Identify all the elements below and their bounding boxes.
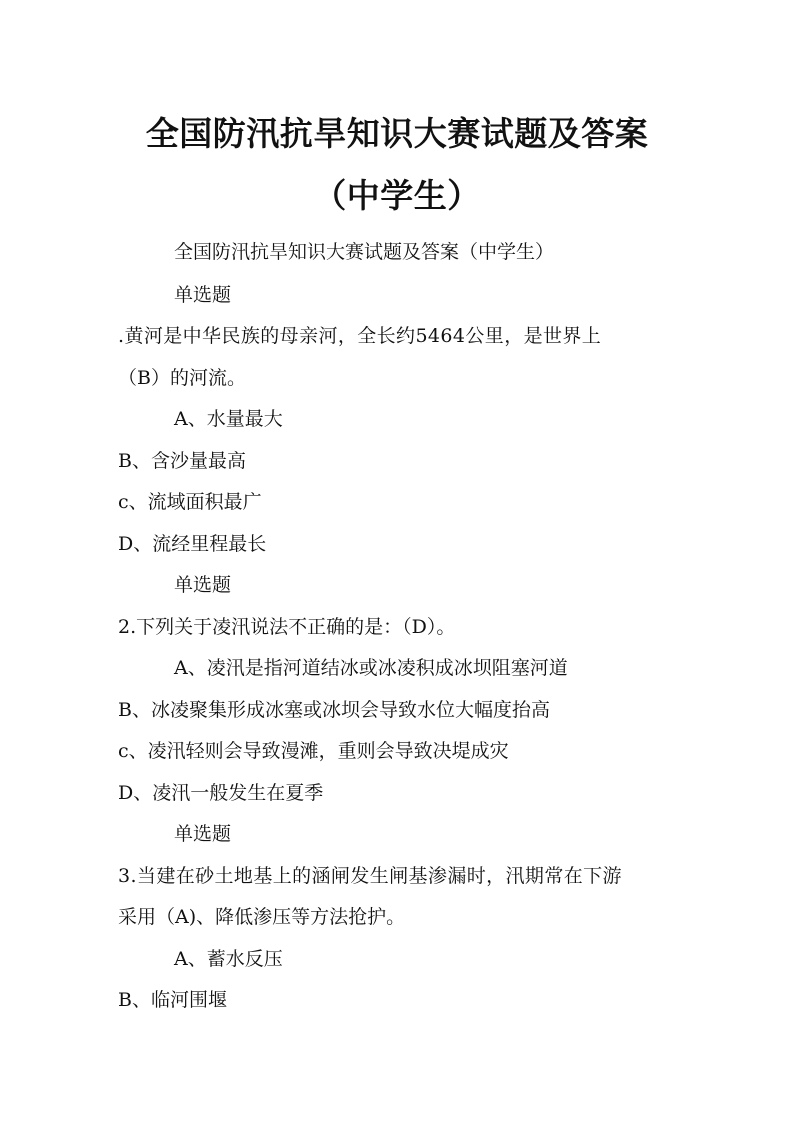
question-text: 3.当建在砂土地基上的涵闸发生闸基渗漏时，汛期常在下游: [118, 865, 622, 887]
question-text-continued: （B）的河流。: [118, 367, 246, 389]
question-text: 2.下列关于凌汛说法不正确的是：（D）。: [118, 616, 456, 638]
answer-option: c、流域面积最广: [118, 491, 262, 513]
answer-option: A、水量最大: [174, 408, 283, 430]
question-type-label: 单选题: [174, 284, 232, 306]
question-type-label: 单选题: [174, 823, 232, 845]
answer-option: D、流经里程最长: [118, 533, 267, 555]
answer-option: B、冰凌聚集形成冰塞或冰坝会导致水位大幅度抬高: [118, 699, 550, 721]
question-text: .黄河是中华民族的母亲河，全长约5464公里，是世界上: [118, 325, 602, 347]
answer-option: D、凌汛一般发生在夏季: [118, 782, 324, 804]
document-subtitle: 全国防汛抗旱知识大赛试题及答案（中学生）: [174, 241, 555, 263]
answer-option: A、凌汛是指河道结冰或冰凌积成冰坝阻塞河道: [174, 657, 568, 679]
answer-option: B、临河围堰: [118, 989, 227, 1011]
question-text-continued: 采用（A)、降低渗压等方法抢护。: [118, 906, 406, 928]
answer-option: B、含沙量最高: [118, 450, 246, 472]
answer-option: A、蓄水反压: [174, 948, 283, 970]
question-type-label: 单选题: [174, 574, 232, 596]
document-title-suffix: （中学生）: [313, 176, 481, 215]
document-title: 全国防汛抗旱知识大赛试题及答案: [145, 114, 649, 153]
answer-option: c、凌汛轻则会导致漫滩，重则会导致决堤成灾: [118, 740, 509, 762]
